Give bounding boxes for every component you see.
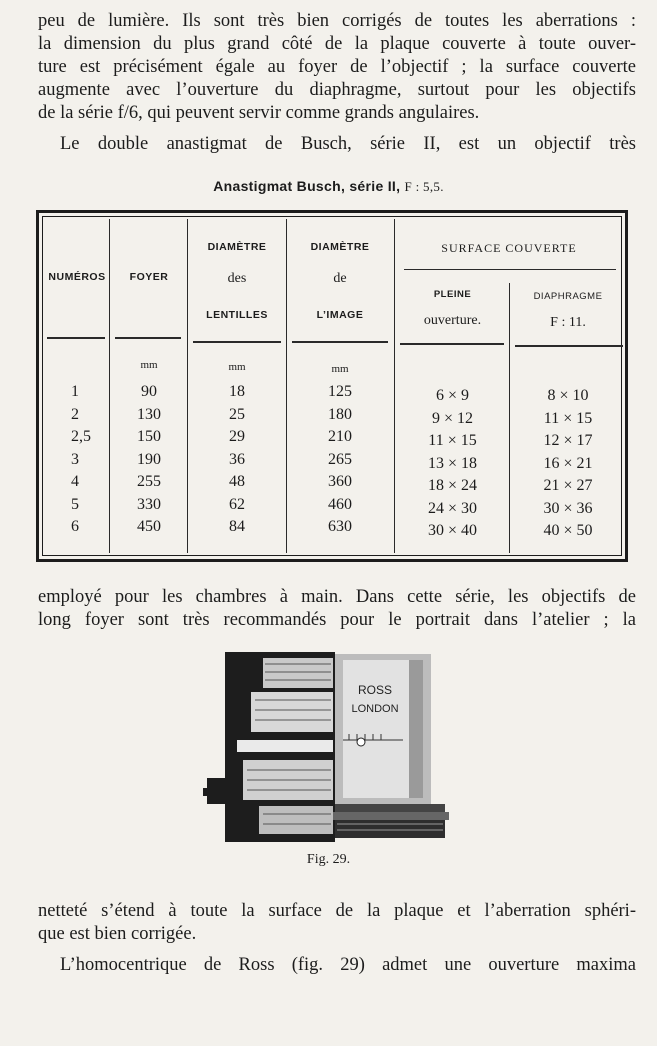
text-line: ture est précisément égale au foyer de l’objectif ; la surface couverte: [38, 57, 636, 77]
table-cell-pleine: 6 × 9: [435, 387, 470, 404]
table-cell-diaph: 21 × 27: [543, 477, 593, 494]
table-cell-num: 1: [71, 383, 79, 400]
table-cell-diaph: 11 × 15: [543, 409, 593, 427]
text-line: la dimension du plus grand côté de la plaque couverte à toute ouver-: [38, 34, 636, 54]
table-cell-image: 460: [328, 495, 352, 513]
table-cell-pleine: 11 × 15: [428, 432, 477, 449]
header-rule: [292, 341, 388, 343]
table-cell-image: 125: [328, 383, 352, 400]
table-cell-foyer: 255: [137, 473, 161, 490]
table-title-text: Anastigmat Busch, série II,: [213, 178, 401, 194]
header-diaph-ratio: F : 11.: [550, 315, 586, 330]
header-diam-image: DIAMÈTRE: [310, 241, 370, 253]
table-cell-foyer: 130: [137, 405, 161, 423]
header-ouverture: ouverture.: [423, 313, 482, 328]
table-cell-image: 265: [328, 450, 352, 468]
table-cell-lent: 36: [229, 450, 245, 468]
table-cell-pleine: 30 × 40: [427, 522, 478, 539]
table-cell-foyer: 150: [137, 428, 161, 445]
table-cell-diaph: 16 × 21: [543, 454, 593, 472]
text-line: employé pour les chambres à main. Dans cette série, les objectifs de: [38, 587, 636, 607]
table-cell-diaph: 30 × 36: [543, 499, 593, 517]
text-line: netteté s’étend à toute la surface de la plaque et l’aberration sphéri-: [38, 901, 636, 921]
text-line: L’homocentrique de Ross (fig. 29) admet une ouverture maxima: [60, 955, 636, 975]
unit-foyer: mm: [140, 359, 158, 371]
header-diam-lentilles-des: des: [227, 271, 247, 286]
text-line: Le double anastigmat de Busch, série II, est un objectif très: [60, 134, 636, 154]
header-foyer: FOYER: [129, 271, 169, 283]
table-cell-num: 2: [71, 405, 79, 423]
table-cell-lent: 62: [229, 495, 245, 513]
table-cell-num: 6: [71, 518, 79, 535]
table-cell-lent: 25: [229, 405, 245, 423]
unit-image: mm: [331, 363, 349, 375]
table-cell-pleine: 9 × 12: [431, 409, 474, 427]
table-cell-num: 5: [71, 495, 79, 513]
header-diam-image-de: de: [333, 271, 347, 286]
engraving-ross: ROSS: [357, 683, 393, 697]
text-line: long foyer sont très recommandés pour le portrait dans l’atelier ; la: [38, 610, 636, 630]
header-rule: [515, 345, 623, 347]
header-diam-lentilles: DIAMÈTRE: [207, 241, 267, 253]
header-lentilles: LENTILLES: [206, 309, 268, 321]
table-cell-lent: 84: [229, 518, 245, 535]
table-cell-diaph: 12 × 17: [543, 432, 593, 449]
table-title: [0, 178, 657, 195]
engraving-london: LONDON: [351, 703, 399, 715]
figure-caption: Fig. 29.: [306, 852, 351, 867]
header-diaphragme: DIAPHRAGME: [533, 291, 603, 302]
header-surface-couverte: SURFACE COUVERTE: [441, 241, 577, 255]
table-cell-foyer: 330: [137, 495, 161, 513]
header-pleine: PLEINE: [433, 289, 472, 300]
text-line: de la série f/6, qui peuvent servir comme grands angulaires.: [38, 103, 480, 123]
table-cell-lent: 18: [229, 383, 245, 400]
table-cell-num: 2,5: [71, 428, 91, 445]
header-numeros: NUMÉROS: [48, 271, 106, 283]
table-cell-num: 3: [71, 450, 79, 468]
busch-table: [36, 210, 628, 562]
paragraph-busch-intro: [38, 133, 636, 156]
text-line: augmente avec l’ouverture du diaphragme, surtout pour les objectifs: [38, 80, 636, 100]
text-line: peu de lumière. Ils sont très bien corrigés de toutes les aberrations :: [38, 11, 636, 31]
paragraph-homocentrique: [38, 954, 636, 977]
table-cell-image: 180: [328, 405, 352, 423]
column-divider: [286, 219, 287, 553]
column-divider: [509, 283, 510, 553]
header-rule: [47, 337, 105, 339]
table-cell-num: 4: [71, 473, 79, 490]
column-divider: [394, 219, 395, 553]
header-rule: [115, 337, 181, 339]
table-cell-pleine: 24 × 30: [427, 499, 478, 517]
table-cell-diaph: 40 × 50: [543, 522, 593, 539]
lens-engraving: [203, 650, 450, 846]
table-cell-foyer: 90: [141, 383, 157, 400]
paragraph-chambres: [38, 586, 636, 632]
header-image: L’IMAGE: [316, 309, 364, 321]
header-rule: [193, 341, 281, 343]
table-cell-lent: 29: [229, 428, 245, 445]
paragraph-nettete: [38, 900, 636, 946]
text-line: que est bien corrigée.: [38, 924, 197, 944]
ross-lens-illustration: [203, 650, 450, 846]
table-cell-pleine: 18 × 24: [427, 477, 478, 494]
table-cell-image: 360: [328, 473, 352, 490]
column-divider: [187, 219, 188, 553]
table-cell-foyer: 450: [137, 518, 161, 535]
table-title-ratio: F : 5,5.: [404, 179, 444, 194]
surface-underline: [404, 269, 616, 270]
column-divider: [109, 219, 110, 553]
unit-lentilles: mm: [228, 361, 246, 373]
paragraph-lens-corrections: [38, 10, 636, 125]
table-cell-foyer: 190: [137, 450, 161, 468]
table-cell-image: 210: [328, 428, 352, 445]
table-cell-image: 630: [328, 518, 352, 535]
header-rule: [400, 343, 504, 345]
table-cell-lent: 48: [229, 473, 245, 490]
table-cell-diaph: 8 × 10: [547, 387, 589, 404]
table-cell-pleine: 13 × 18: [427, 454, 478, 472]
